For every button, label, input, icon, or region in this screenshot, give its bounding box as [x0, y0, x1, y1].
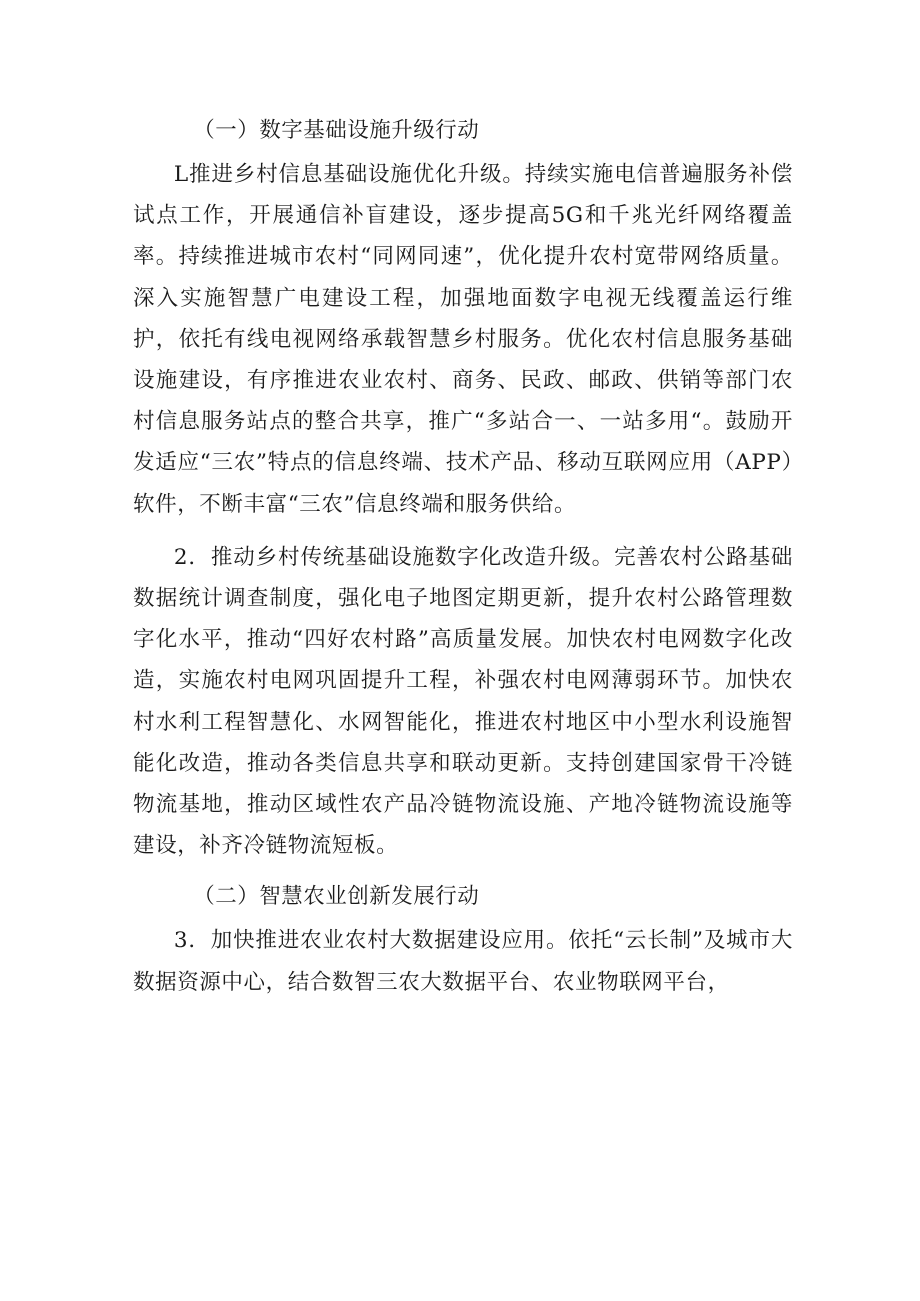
section-heading-digital-infrastructure: （一）数字基础设施升级行动	[193, 118, 480, 143]
paragraph-traditional-infrastructure-digitalization: 2．推动乡村传统基础设施数字化改造升级。完善农村公路基础数据统计调查制度，强化电子地图定期更新，提升农村公路管理数字化水平，推动“四好农村路”高质量发展。加快农村电网数字化改造，实施农村电网巩固提升工程，补强农村电网薄弱环节。加快农村水利工程智慧化、水网智能化，推进农村地区中小型水利设施智能化改造，推动各类信息共享和联动更新。支持创建国家骨干冷链物流基地，推动区域性农产品冷链物流设施、产地冷链物流设施等建设，补齐冷链物流短板。	[133, 544, 793, 859]
paragraph-rural-info-infrastructure: L推进乡村信息基础设施优化升级。持续实施电信普遍服务补偿试点工作，开展通信补盲建设，逐步提高5G和千兆光纤网络覆盖率。持续推进城市农村“同网同速”，优化提升农村宽带网络质量。深入实施智慧广电建设工程，加强地面数字电视无线覆盖运行维护，依托有线电视网络承载智慧乡村服务。优化农村信息服务基础设施建设，有序推进农业农村、商务、民政、邮政、供销等部门农村信息服务站点的整合共享，推广“多站合一、一站多用“。鼓励开发适应“三农”特点的信息终端、技术产品、移动互联网应用（APP）软件，不断丰富“三农”信息终端和服务供给。	[133, 162, 793, 517]
document-page	[133, 110, 793, 1003]
section-heading-smart-agriculture: （二）智慧农业创新发展行动	[193, 884, 480, 910]
paragraph-agri-big-data: 3．加快推进农业农村大数据建设应用。依托“云长制”及城市大数据资源中心，结合数智三农大数据平台、农业物联网平台，	[133, 928, 793, 995]
